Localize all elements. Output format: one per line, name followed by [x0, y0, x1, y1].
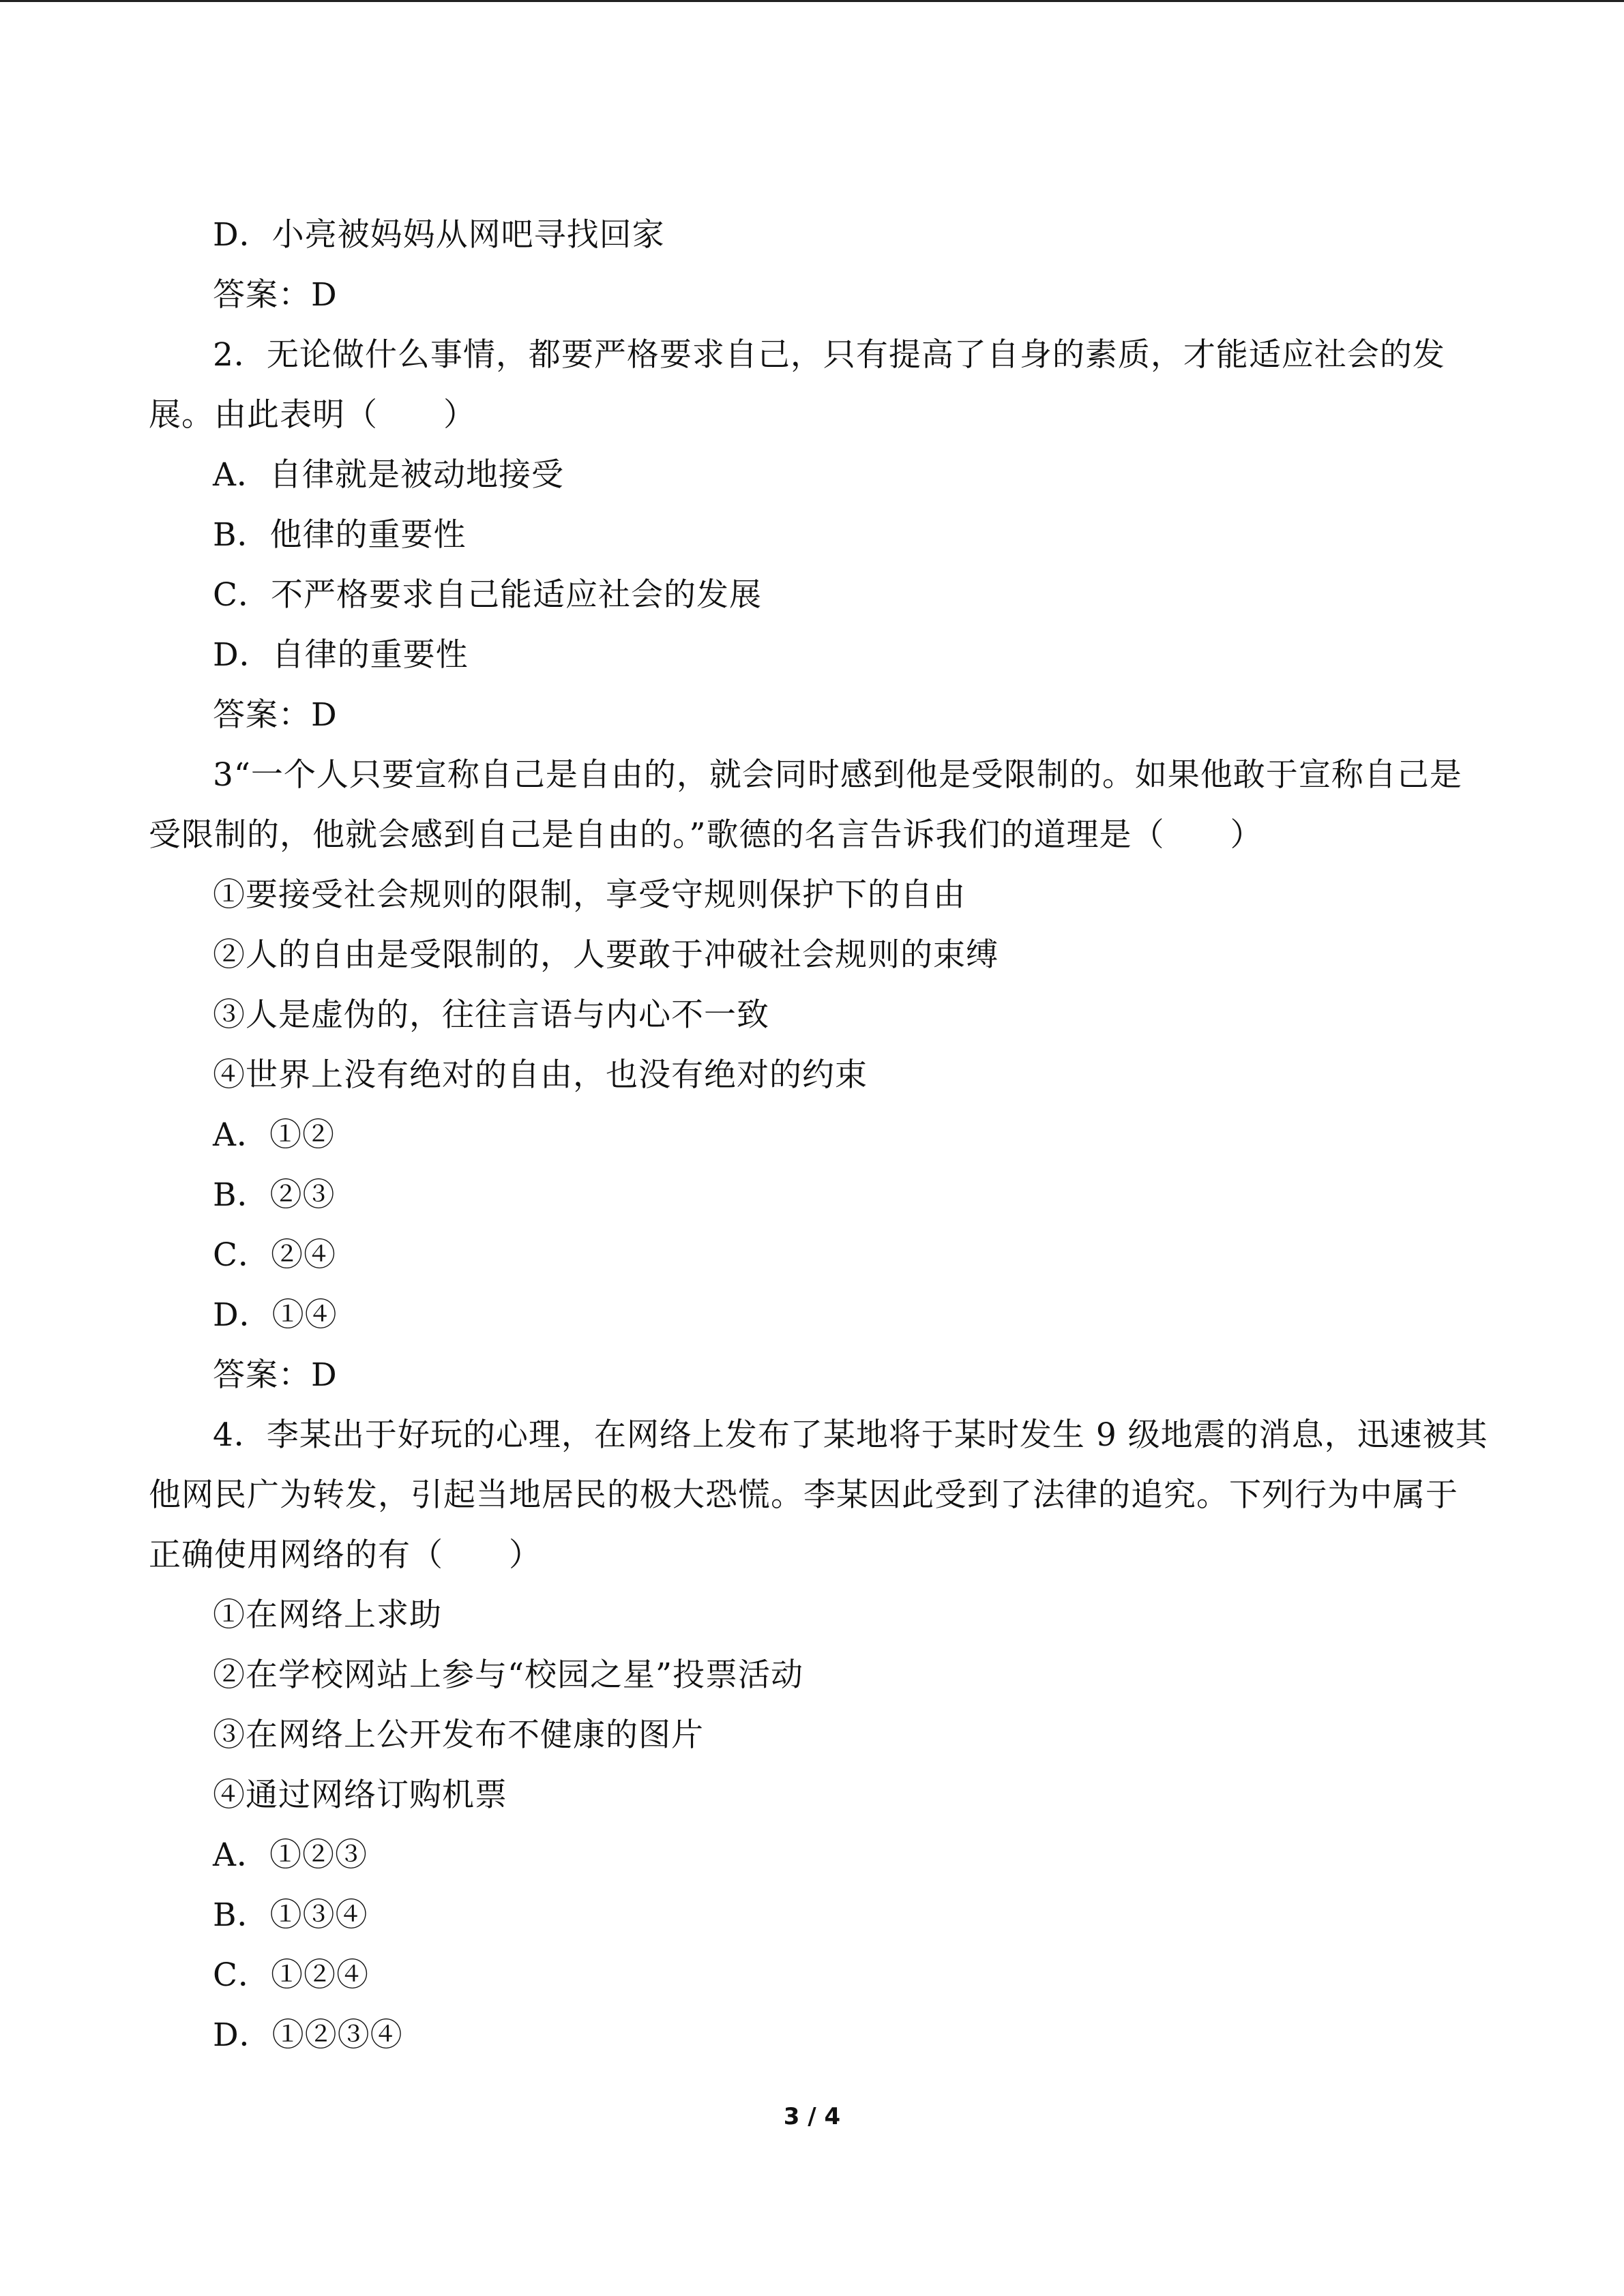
question-4-continued: 他网民广为转发，引起当地居民的极大恐慌。李某因此受到了法律的追究。下列行为中属于 [149, 1476, 1458, 1514]
answer: 答案：D [213, 1356, 338, 1394]
option-a: A．自律就是被动地接受 [213, 456, 564, 494]
question-2-continued: 展。由此表明（ ） [149, 396, 476, 434]
question-2: 2．无论做什么事情，都要严格要求自己，只有提高了自身的素质，才能适应社会的发 [213, 336, 1445, 374]
page-number: 3 / 4 [783, 2103, 841, 2130]
statement-3: ③人是虚伪的，往往言语与内心不一致 [213, 996, 769, 1034]
statement-4: ④通过网络订购机票 [213, 1776, 507, 1814]
answer: 答案：D [213, 276, 338, 314]
option-b: B．①③④ [213, 1896, 368, 1934]
statement-3: ③在网络上公开发布不健康的图片 [213, 1716, 704, 1754]
option-c: C．①②④ [213, 1956, 369, 1994]
answer: 答案：D [213, 696, 338, 734]
option-d: D．小亮被妈妈从网吧寻找回家 [213, 216, 665, 254]
option-d: D．①②③④ [213, 2016, 403, 2054]
option-a: A．①②③ [213, 1836, 368, 1874]
option-c: C．②④ [213, 1236, 336, 1274]
option-d: D．自律的重要性 [213, 636, 469, 674]
statement-2: ②在学校网站上参与“校园之星”投票活动 [213, 1656, 804, 1694]
statement-1: ①要接受社会规则的限制，享受守规则保护下的自由 [213, 876, 966, 914]
statement-2: ②人的自由是受限制的，人要敢于冲破社会规则的束缚 [213, 936, 999, 974]
statement-4: ④世界上没有绝对的自由，也没有绝对的约束 [213, 1056, 868, 1094]
option-d: D．①④ [213, 1296, 338, 1334]
statement-1: ①在网络上求助 [213, 1596, 442, 1634]
option-a: A．①② [213, 1116, 335, 1154]
question-4: 4．李某出于好玩的心理，在网络上发布了某地将于某时发生 9 级地震的消息，迅速被其 [213, 1416, 1488, 1454]
option-b: B．他律的重要性 [213, 516, 467, 554]
option-b: B．②③ [213, 1176, 336, 1214]
question-3-continued: 受限制的，他就会感到自己是自由的。”歌德的名言告诉我们的道理是（ ） [149, 816, 1263, 854]
question-3: 3“一个人只要宣称自己是自由的，就会同时感到他是受限制的。如果他敢于宣称自己是 [213, 756, 1462, 794]
question-4-continued: 正确使用网络的有（ ） [149, 1536, 542, 1574]
option-c: C．不严格要求自己能适应社会的发展 [213, 576, 762, 614]
